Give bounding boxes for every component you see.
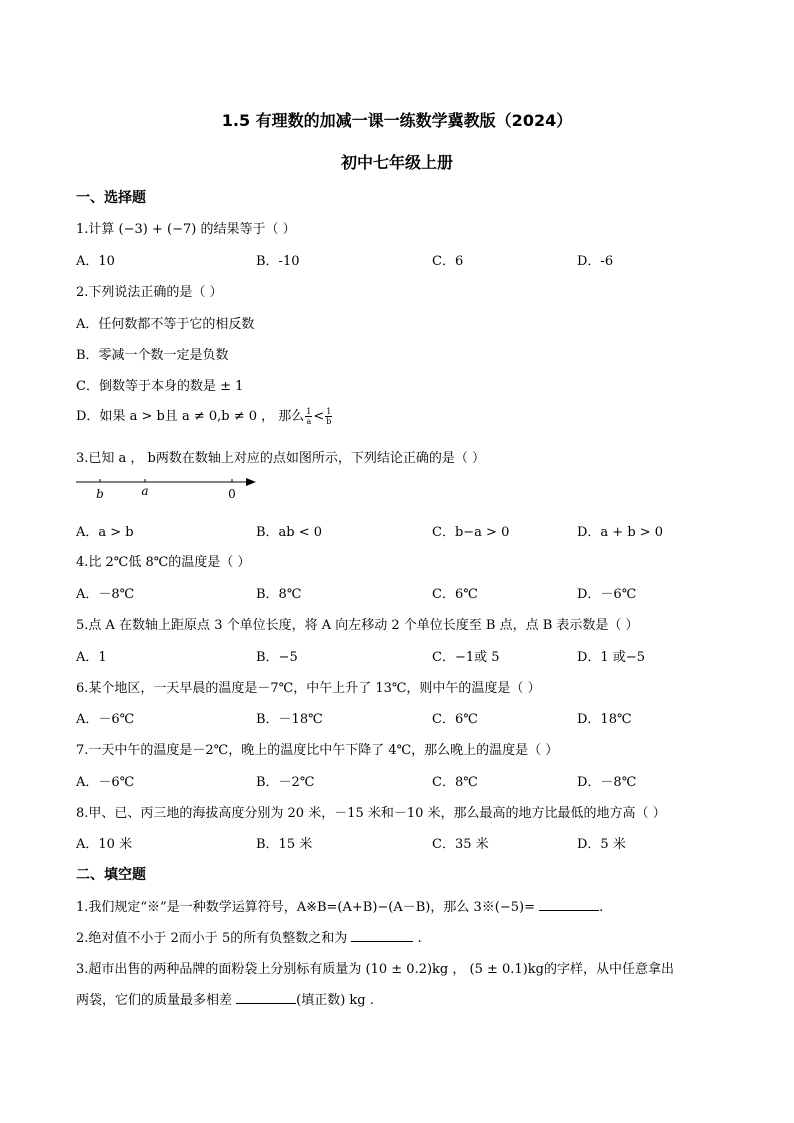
question-3-option-d[interactable]: D．a + b > 0 [577,525,664,540]
question-7-option-d[interactable]: D．－8℃ [577,775,637,790]
number-line-label-b: b [96,487,104,501]
answer-blank-1[interactable] [539,898,599,911]
question-8-option-c[interactable]: C．35 米 [432,837,489,852]
question-7-stem: 7.一天中午的温度是－2℃，晚上的温度比中午下降了 4℃，那么晚上的温度是（ ） [76,743,559,758]
question-8-option-d[interactable]: D．5 米 [577,837,626,852]
fill-question-3-line-1: 3.超市出售的两种品牌的面粉袋上分别标有质量为 (10 ± 0.2)kg ， (5 ± 0.1)kg的字样，从中任意拿出 [76,962,674,977]
question-7-option-b[interactable]: B．－2℃ [256,775,315,790]
question-1-option-b[interactable]: B．-10 [256,254,300,269]
question-1-stem: 1.计算 (−3) + (−7) 的结果等于（ ） [76,222,296,237]
question-4-option-d[interactable]: D．－6℃ [577,587,637,602]
question-1-expression: (−3) + (−7) [118,222,197,237]
question-8-option-a[interactable]: A．10 米 [76,837,133,852]
question-5-option-a[interactable]: A．1 [76,650,107,665]
question-6-option-c[interactable]: C．6℃ [432,712,478,727]
question-2-option-d[interactable]: D．如果 a > b且 a ≠ 0,b ≠ 0 ， 那么 $\frac{1}{a}$ < $\frac{1}{b}$ [76,407,332,426]
question-2-stem: 2.下列说法正确的是（ ） [76,285,223,300]
fill-question-3-line-2: 两袋，它们的质量最多相差 (填正数) kg . [76,993,374,1008]
document-title: 1.5 有理数的加减一课一练数学冀教版（2024） [221,111,573,130]
question-3-option-b[interactable]: B．ab < 0 [256,525,323,540]
section-choice-heading: 一、选择题 [76,190,146,206]
answer-blank-2[interactable] [351,929,413,942]
question-4-option-b[interactable]: B．8℃ [256,587,302,602]
question-7-option-c[interactable]: C．8℃ [432,775,478,790]
question-3-option-c[interactable]: C．b−a > 0 [432,525,510,540]
fill-question-2: 2.绝对值不小于 2而小于 5的所有负整数之和为 . [76,931,422,946]
question-4-option-a[interactable]: A．－8℃ [76,587,135,602]
fraction-one-over-a: $\frac{1}{a}$ [306,407,312,426]
question-1-option-c[interactable]: C．6 [432,254,464,269]
answer-blank-3[interactable] [236,991,296,1004]
question-1-option-d[interactable]: D．-6 [577,254,614,269]
question-3-option-a[interactable]: A．a > b [76,525,134,540]
question-2-option-c[interactable]: C．倒数等于本身的数是 ± 1 [76,379,244,394]
question-8-option-b[interactable]: B．15 米 [256,837,313,852]
question-2-option-a[interactable]: A．任何数都不等于它的相反数 [76,317,255,332]
question-5-option-d[interactable]: D．1 或−5 [577,650,645,665]
question-4-option-c[interactable]: C．6℃ [432,587,478,602]
number-line-label-zero: 0 [228,487,236,501]
question-5-stem: 5.点 A 在数轴上距原点 3 个单位长度，将 A 向左移动 2 个单位长度至 B 点，点 B 表示数是（ ） [76,618,639,633]
question-1-option-a[interactable]: A．10 [76,254,115,269]
number-line-diagram [76,472,266,504]
question-6-stem: 6.某个地区，一天早晨的温度是－7℃，中午上升了 13℃，则中午的温度是（ ） [76,681,541,696]
question-6-option-b[interactable]: B．－18℃ [256,712,323,727]
document-subtitle: 初中七年级上册 [340,153,453,172]
question-6-option-a[interactable]: A．－6℃ [76,712,135,727]
question-3-stem: 3.已知 a ， b两数在数轴上对应的点如图所示，下列结论正确的是（ ） [76,451,486,466]
question-2-option-b[interactable]: B．零减一个数一定是负数 [76,348,229,363]
arrow-right-icon [246,478,256,486]
section-fill-heading: 二、填空题 [76,867,146,883]
number-line-label-a: a [141,484,149,498]
question-7-option-a[interactable]: A．－6℃ [76,775,135,790]
question-8-stem: 8.甲、已、丙三地的海拔高度分别为 20 米，－15 米和－10 米，那么最高的地方比最低的地方高（ ） [76,806,666,821]
question-6-option-d[interactable]: D．18℃ [577,712,632,727]
question-5-option-c[interactable]: C．−1或 5 [432,650,500,665]
question-4-stem: 4.比 2℃低 8℃的温度是（ ） [76,555,251,570]
fraction-one-over-b: $\frac{1}{b}$ [326,407,332,426]
question-5-option-b[interactable]: B．−5 [256,650,298,665]
fill-question-1: 1.我们规定“※”是一种数学运算符号，A※B=(A+B)−(A－B)，那么 3※(−5)= . [76,900,604,915]
